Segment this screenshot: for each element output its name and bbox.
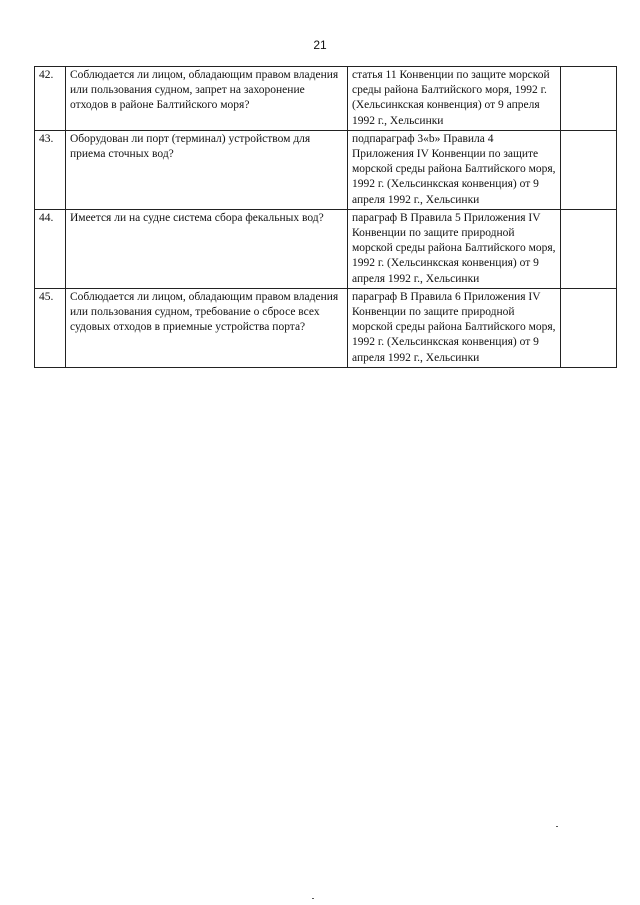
row-number: 43.	[35, 130, 66, 209]
checklist-table	[34, 66, 617, 368]
answer-cell	[561, 130, 617, 209]
question-cell: Соблюдается ли лицом, обладающим правом владения или пользования судном, запрет на захоронение отходов в районе Балтийского моря?	[66, 67, 348, 131]
table-row	[35, 209, 617, 288]
legal-reference-cell: параграф B Правила 5 Приложения IV Конвенции по защите природной морской среды района Балтийского моря, 1992 г. (Хельсинкская конвенция) от 9 апреля 1992 г., Хельсинки	[348, 209, 561, 288]
question-cell: Имеется ли на судне система сбора фекальных вод?	[66, 209, 348, 288]
legal-reference-cell: статья 11 Конвенции по защите морской среды района Балтийского моря, 1992 г. (Хельсинкская конвенция) от 9 апреля 1992 г., Хельсинки	[348, 67, 561, 131]
scan-speck	[312, 898, 314, 899]
legal-reference-cell: параграф B Правила 6 Приложения IV Конвенции по защите природной морской среды района Балтийского моря, 1992 г. (Хельсинкская конвенция) от 9 апреля 1992 г., Хельсинки	[348, 288, 561, 367]
row-number: 45.	[35, 288, 66, 367]
question-cell: Соблюдается ли лицом, обладающим правом владения или пользования судном, требование о сбросе всех судовых отходов в приемные устройства порта?	[66, 288, 348, 367]
scan-speck	[556, 826, 558, 827]
row-number: 42.	[35, 67, 66, 131]
question-cell: Оборудован ли порт (терминал) устройством для приема сточных вод?	[66, 130, 348, 209]
table-row	[35, 288, 617, 367]
row-number: 44.	[35, 209, 66, 288]
answer-cell	[561, 67, 617, 131]
answer-cell	[561, 288, 617, 367]
answer-cell	[561, 209, 617, 288]
table-row	[35, 67, 617, 131]
table-row	[35, 130, 617, 209]
page-number: 21	[313, 38, 327, 52]
legal-reference-cell: подпараграф 3«b» Правила 4 Приложения IV Конвенции по защите морской среды района Балтийского моря, 1992 г. (Хельсинкская конвенция) от 9 апреля 1992 г., Хельсинки	[348, 130, 561, 209]
